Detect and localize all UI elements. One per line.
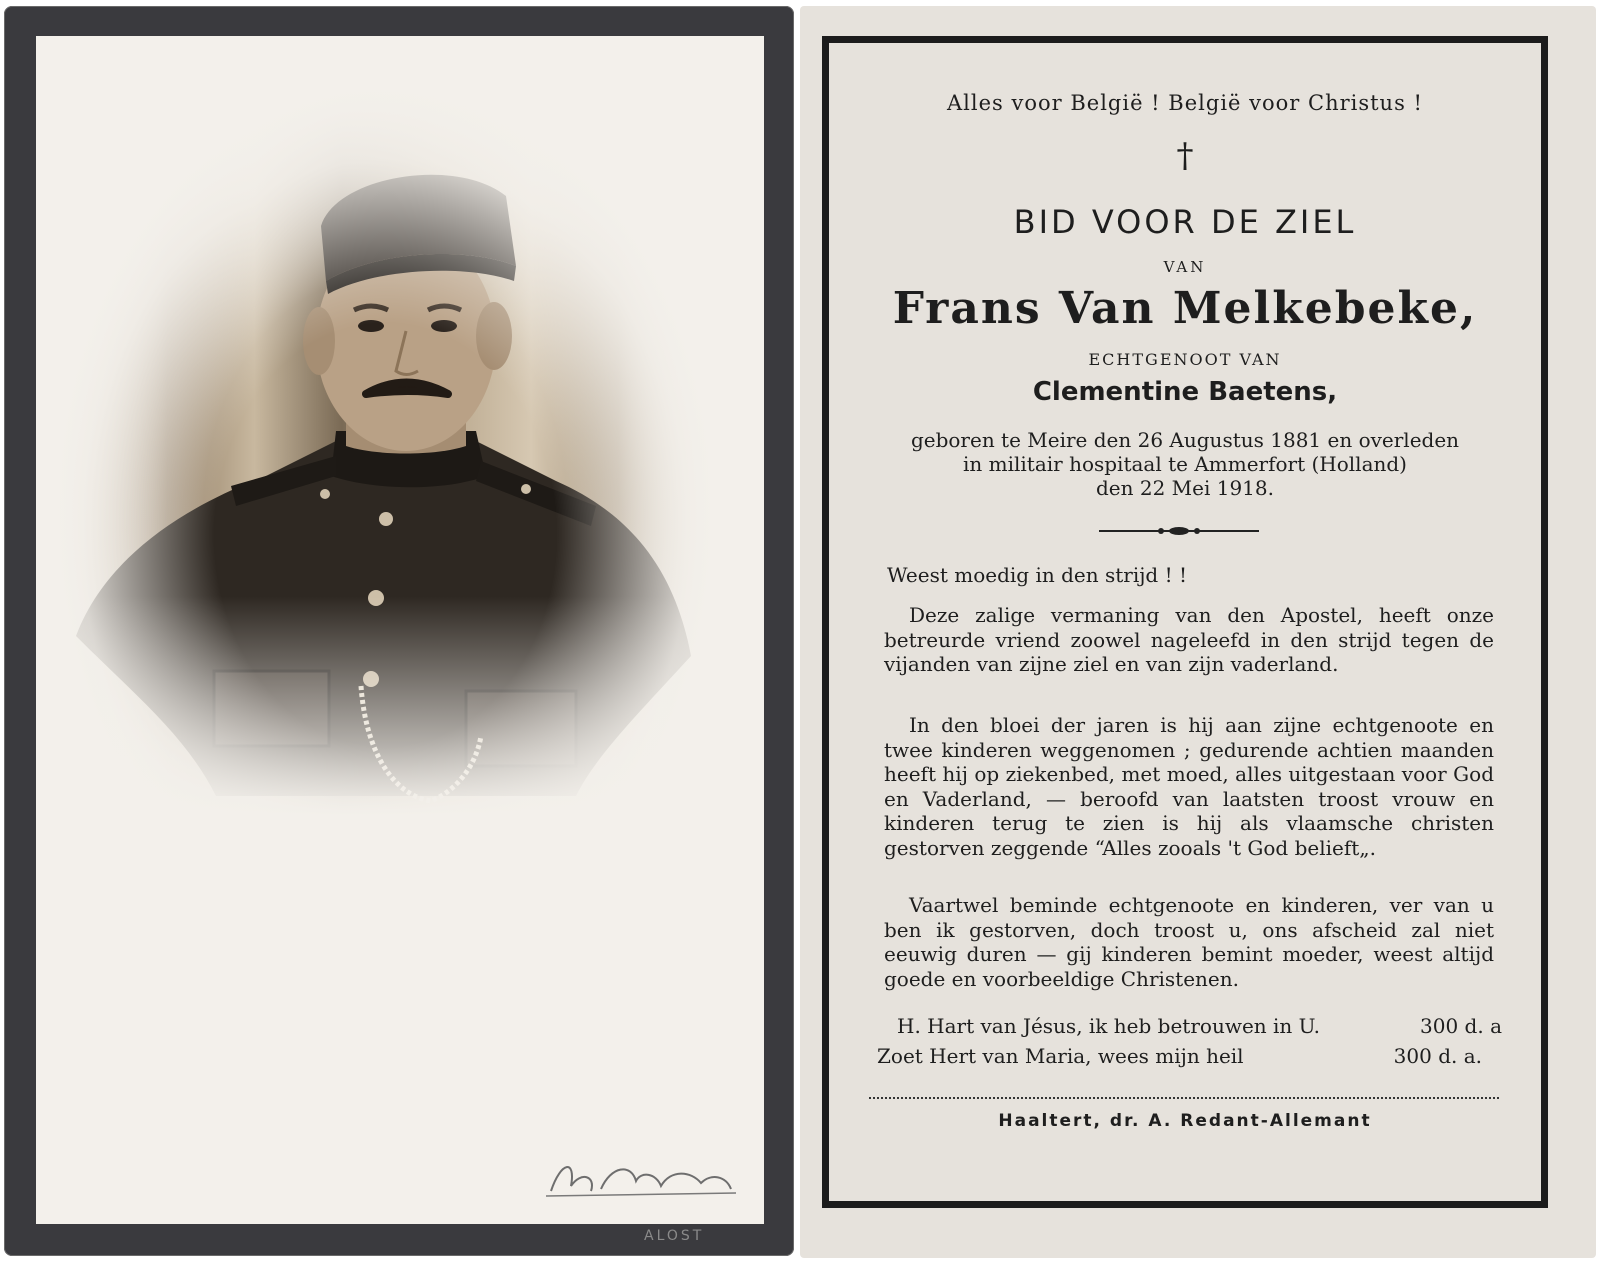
paragraph-2: In den bloei der jaren is hij aan zijne echtgenoote en twee kinderen weggenomen ; gedurende achtien maanden heeft hij op ziekenbed, met moed, alles uitgestaan voor God en Vaderland, — beroofd van laatsten troost vrouw en kinderen terug te zien is hij als vlaamsche christen gestorven zeggende “Alles zooals 't God belieft„. (884, 713, 1494, 860)
paragraph-3: Vaartwel beminde echtgenoote en kinderen, ver van u ben ik gestorven, doch troost u, ons afscheid zal niet eeuwig duren — gij kinderen bemint moeder, weest altijd goede en voorbeeldige Christenen. (884, 893, 1494, 991)
indulgence-2-text: Zoet Hert van Maria, wees mijn heil (877, 1044, 1244, 1068)
photographer-signature (541, 1151, 741, 1201)
birth-death-details: geboren te Meire den 26 Augustus 1881 en overleden in militair hospitaal te Ammerfort (Holland) den 22 Mei 1918. (910, 428, 1460, 500)
black-border-frame (822, 36, 1548, 1208)
portrait-photo (36, 36, 764, 1224)
divider-ornament (1099, 525, 1259, 537)
printer-credit: Haaltert, dr. A. Redant-Allemant (998, 1111, 1372, 1131)
card-text (829, 43, 1541, 1201)
photo-lower-fade (36, 596, 764, 1224)
indulgence-1-text: H. Hart van Jésus, ik heb betrouwen in U. (897, 1014, 1321, 1038)
prayer-heading: BID VOOR DE ZIEL (1013, 203, 1357, 241)
photo-card (4, 6, 794, 1256)
studio-stamp: ALOST (644, 1228, 705, 1244)
spouse-name: Clementine Baetens, (1032, 377, 1338, 407)
memorial-card (800, 6, 1596, 1258)
motto: Alles voor België ! België voor Christus ! (947, 91, 1423, 115)
deceased-name: Frans Van Melkebeke, (892, 283, 1478, 334)
paragraph-1: Deze zalige vermaning van den Apostel, heeft onze betreurde vriend zoowel nageleefd in den strijd tegen de vijanden van zijne ziel en van zijn vaderland. (884, 603, 1494, 676)
indulgence-1-days: 300 d. a (1420, 1014, 1502, 1038)
intro-line: Weest moedig in den strijd ! ! (887, 563, 1188, 587)
dotted-divider (869, 1097, 1499, 1099)
van-label: VAN (1163, 258, 1207, 276)
indulgence-1 (877, 1011, 1502, 1041)
cross-icon: † (1176, 136, 1194, 176)
indulgence-2 (877, 1041, 1502, 1071)
spouse-label: ECHTGENOOT VAN (1088, 350, 1282, 369)
indulgence-2-days: 300 d. a. (1393, 1044, 1482, 1068)
